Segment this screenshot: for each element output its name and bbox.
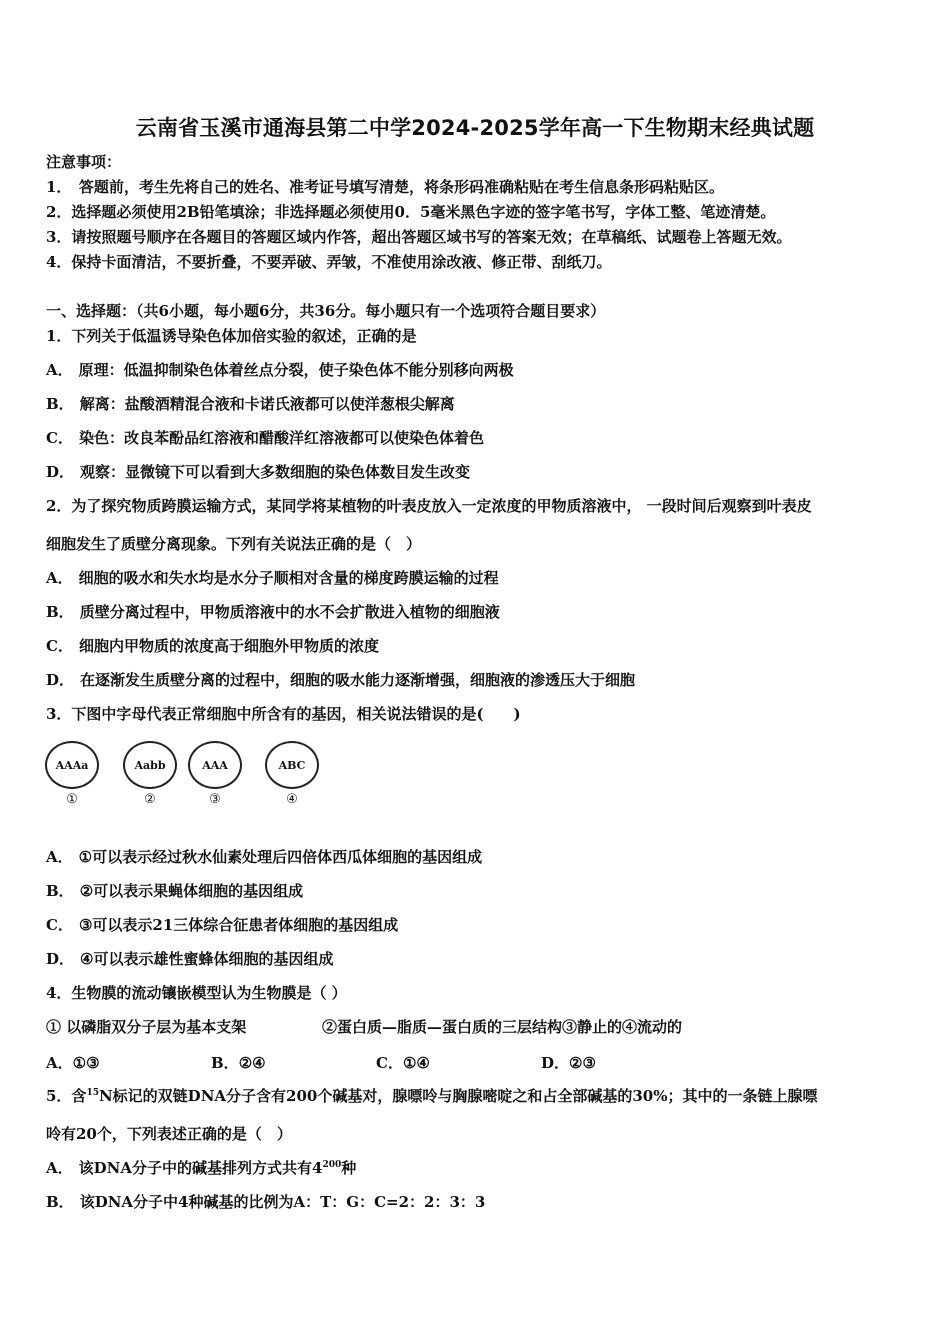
page-title: 云南省玉溪市通海县第二中学2024-2025学年高一下生物期末经典试题	[135, 116, 815, 140]
option-d: D． ④可以表示雄性蜜蜂体细胞的基因组成	[46, 950, 334, 968]
notice-item: 3．请按照题号顺序在各题目的答题区域内作答，超出答题区域书写的答案无效；在草稿纸、试题卷上答题无效。	[46, 228, 792, 246]
cell-circle: ABC	[265, 741, 319, 789]
cell-number: ②	[144, 792, 156, 807]
cell-number: ④	[286, 792, 298, 807]
option-a: A． 细胞的吸水和失水均是水分子顺相对含量的梯度跨膜运输的过程	[46, 569, 499, 587]
option-b: B．②④	[211, 1054, 266, 1072]
option-d: D．②③	[541, 1054, 596, 1072]
statement-1: ① 以磷脂双分子层为基本支架	[46, 1018, 247, 1036]
cell-circle: AAA	[188, 741, 242, 789]
question-stem-cont: 呤有20个，下列表述正确的是（ ）	[46, 1125, 292, 1143]
question-stem: 5．含$^{15}$N标记的双链DNA分子含有200个碱基对，腺嘌呤与胸腺嘧啶之和占全部碱基的30%；其中的一条链上腺嘌	[46, 1087, 818, 1105]
option-a: A． 原理：低温抑制染色体着丝点分裂，使子染色体不能分别移向两极	[46, 361, 514, 379]
section-heading: 一、选择题：（共6小题，每小题6分，共36分。每小题只有一个选项符合题目要求）	[46, 302, 606, 320]
notice-item: 1． 答题前，考生先将自己的姓名、准考证号填写清楚，将条形码准确粘贴在考生信息条形码粘贴区。	[46, 178, 724, 196]
notice-item: 4．保持卡面清洁，不要折叠，不要弄破、弄皱，不准使用涂改液、修正带、刮纸刀。	[46, 253, 612, 271]
question-stem: 2．为了探究物质跨膜运输方式，某同学将某植物的叶表皮放入一定浓度的甲物质溶液中， 一段时间后观察到叶表皮	[46, 497, 812, 515]
option-b: B． 质壁分离过程中，甲物质溶液中的水不会扩散进入植物的细胞液	[46, 603, 500, 621]
option-a: A．①③	[46, 1054, 100, 1072]
option-b: B． 该DNA分子中4种碱基的比例为A：T：G：C=2：2：3：3	[46, 1193, 486, 1211]
option-b: B． ②可以表示果蝇体细胞的基因组成	[46, 882, 304, 900]
option-a: A． ①可以表示经过秋水仙素处理后四倍体西瓜体细胞的基因组成	[46, 848, 483, 866]
option-c: C．①④	[376, 1054, 430, 1072]
question-stem: 1．下列关于低温诱导染色体加倍实验的叙述，正确的是	[46, 327, 417, 345]
option-d: D． 在逐渐发生质壁分离的过程中，细胞的吸水能力逐渐增强，细胞液的渗透压大于细胞	[46, 671, 636, 689]
option-c: C． 细胞内甲物质的浓度高于细胞外甲物质的浓度	[46, 637, 379, 655]
cell-circle: AAAa	[45, 741, 99, 789]
question-stem: 3．下图中字母代表正常细胞中所含有的基因，相关说法错误的是( )	[46, 705, 521, 723]
option-d: D． 观察：显微镜下可以看到大多数细胞的染色体数目发生改变	[46, 463, 471, 481]
statement-2-4: ②蛋白质—脂质—蛋白质的三层结构③静止的④流动的	[322, 1018, 683, 1036]
notice-item: 2．选择题必须使用2B铅笔填涂；非选择题必须使用0．5毫米黑色字迹的签字笔书写，字体工整、笔迹清楚。	[46, 203, 776, 221]
cell-circle: Aabb	[123, 741, 177, 789]
option-b: B． 解离：盐酸酒精混合液和卡诺氏液都可以使洋葱根尖解离	[46, 395, 455, 413]
question-stem: 4．生物膜的流动镶嵌模型认为生物膜是（ ）	[46, 984, 347, 1002]
question-stem-cont: 细胞发生了质壁分离现象。下列有关说法正确的是（ ）	[46, 535, 422, 553]
option-c: C． ③可以表示21三体综合征患者体细胞的基因组成	[46, 916, 399, 934]
notice-heading: 注意事项：	[46, 153, 122, 171]
cell-number: ③	[209, 792, 221, 807]
cell-number: ①	[66, 792, 78, 807]
option-c: C． 染色：改良苯酚品红溶液和醋酸洋红溶液都可以使染色体着色	[46, 429, 484, 447]
option-a: A． 该DNA分子中的碱基排列方式共有$4^{200}$种	[46, 1159, 357, 1177]
